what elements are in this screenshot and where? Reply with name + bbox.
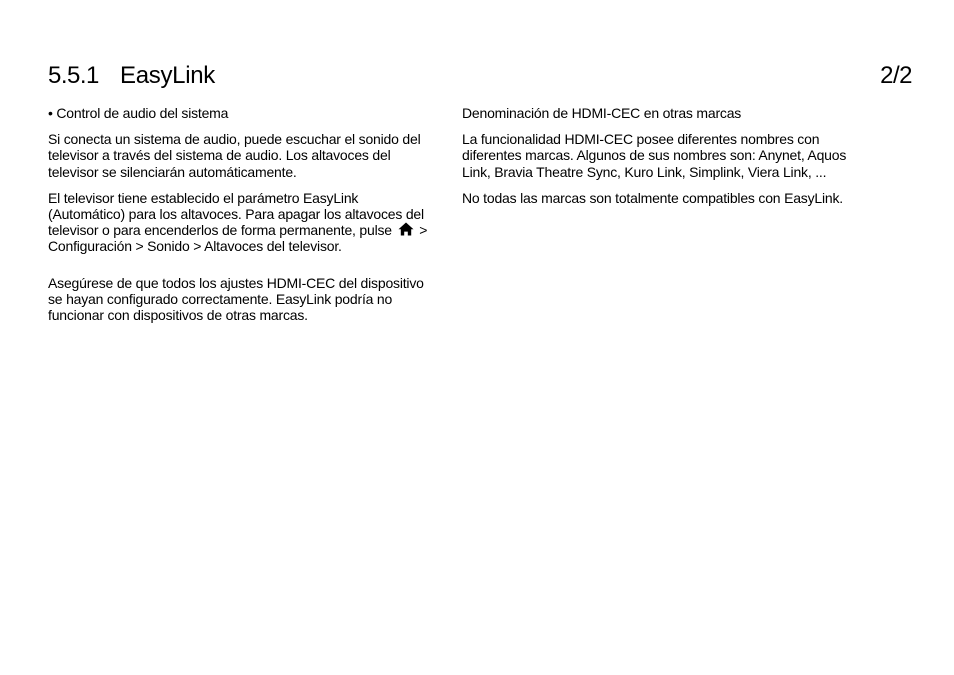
- heading-hdmi-cec-names: Denominación de HDMI-CEC en otras marcas: [462, 105, 742, 121]
- paragraph-speakers-text-1: El televisor tiene establecido el parámetro EasyLink (Automático) para los altavoces. Para apagar los altavoces del televisor o para encenderlos de forma permanente, pulse: [48, 189, 424, 239]
- page-indicator: 2/2: [880, 62, 912, 89]
- page-header: [48, 60, 912, 94]
- paragraph-speakers-text-2: > Configuración > Sonido > Altavoces del televisor.: [48, 222, 428, 255]
- bullet-heading: • Control de audio del sistema: [48, 105, 229, 121]
- home-icon: [398, 222, 414, 236]
- right-column: [462, 105, 852, 216]
- left-column: [48, 105, 434, 333]
- section-title: EasyLink: [120, 62, 215, 89]
- paragraph-hdmi-cec-settings: Asegúrese de que todos los ajustes HDMI-CEC del dispositivo se hayan configurado correctamente. EasyLink podría no funcionar con dispositivos de otras marcas.: [48, 274, 424, 324]
- paragraph-brand-names: La funcionalidad HDMI-CEC posee diferentes nombres con diferentes marcas. Algunos de sus nombres son: Anynet, Aquos Link, Bravia Theatre Sync, Kuro Link, Simplink, Viera Link, ...: [462, 131, 847, 180]
- paragraph-compatibility: No todas las marcas son totalmente compatibles con EasyLink.: [462, 189, 843, 206]
- paragraph-speakers-setting: [48, 190, 434, 255]
- section-number: 5.5.1: [48, 62, 99, 89]
- paragraph-audio-system: Si conecta un sistema de audio, puede escuchar el sonido del televisor a través del sistema de audio. Los altavoces del televisor se silenciarán automáticamente.: [48, 131, 421, 180]
